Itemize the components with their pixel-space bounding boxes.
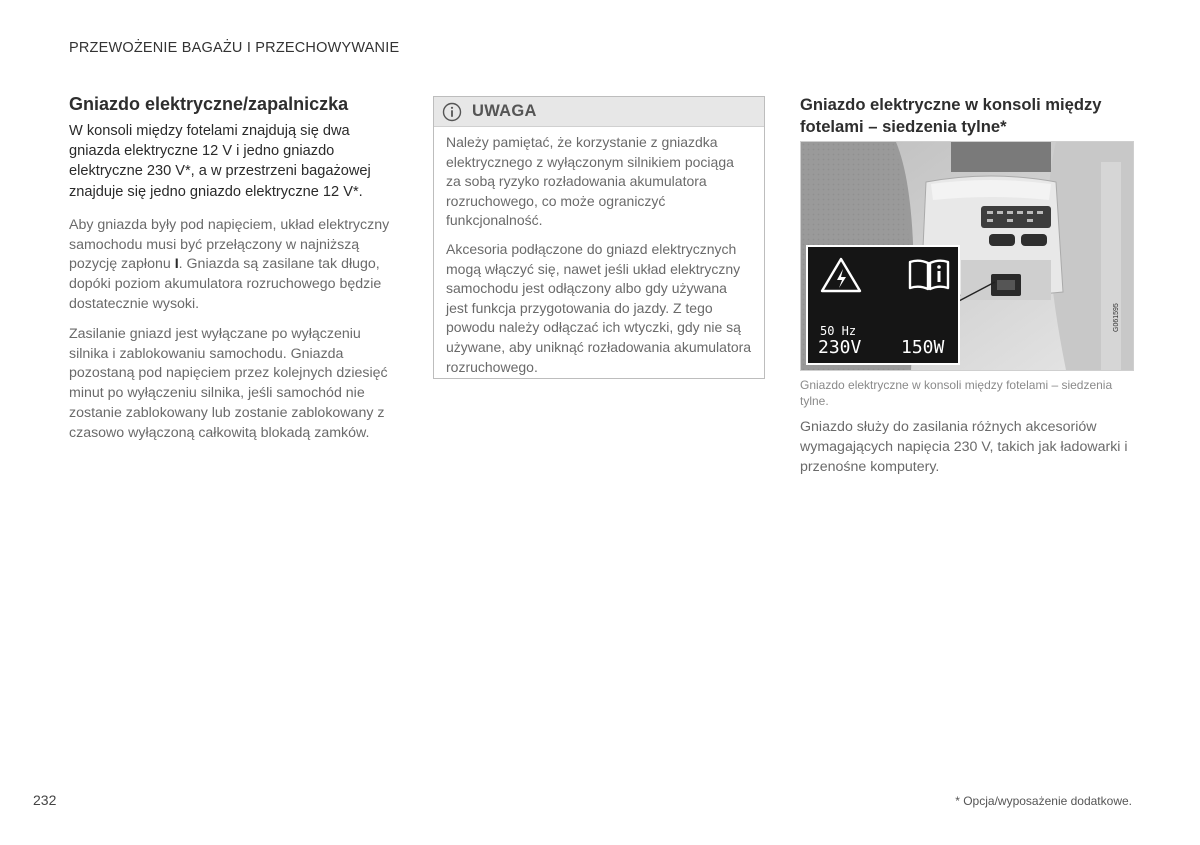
ignition-position: I bbox=[174, 256, 179, 273]
paragraph-ignition-start: Aby gniazda były pod napięciem, układ elektryczny samochodu musi być przełączony w najniższą pozycję zapłonu bbox=[69, 216, 390, 273]
info-circle-icon bbox=[442, 102, 462, 122]
note-box bbox=[433, 96, 765, 379]
section-title: Gniazdo elektryczne/zapalniczka bbox=[69, 94, 349, 114]
footnote: * Opcja/wyposażenie dodatkowe. bbox=[955, 794, 1132, 808]
note-body bbox=[434, 127, 764, 377]
paragraph-ignition-end: . Gniazda są zasilane tak długo, dopóki poziom akumulatora rozruchowego będzie dostatecznie wysoki. bbox=[69, 256, 382, 312]
note-title: UWAGA bbox=[472, 102, 537, 120]
figure-caption: Gniazdo elektryczne w konsoli między fotelami – siedzenia tylne. bbox=[800, 378, 1113, 408]
column-right bbox=[800, 94, 1135, 138]
page-number: 232 bbox=[33, 792, 57, 808]
figure-code: G061595 bbox=[1113, 303, 1120, 332]
socket-usage-paragraph: Gniazdo służy do zasilania różnych akcesoriów wymagających napięcia 230 V, takich jak ładowarki i przenośne komputery. bbox=[800, 419, 1128, 475]
warning-lightning-icon bbox=[819, 256, 863, 294]
paragraph-power-off: Zasilanie gniazd jest wyłączane po wyłączeniu silnika i zablokowaniu samochodu. Gniazda pozostaną pod napięciem przez kolejnych dziesięć minut po wyłączeniu silnika, jeśli samochód nie zostanie zablokowany lub zostanie zablokowany z czasowo wyłączoną całkowitą blokadą zamków. bbox=[69, 325, 388, 441]
lead-paragraph: W konsoli między fotelami znajdują się dwa gniazda elektryczne 12 V i jedno gniazdo elektryczne 230 V*, a w przestrzeni bagażowej znajduje się jedno gniazdo elektryczne 12 V*. bbox=[69, 123, 371, 200]
rear-console-illustration bbox=[800, 141, 1134, 371]
note-header bbox=[434, 97, 764, 127]
note-paragraph-1: Należy pamiętać, że korzystanie z gniazdka elektrycznego z wyłączonym silnikiem pociąga za sobą ryzyko rozładowania akumulatora rozruchowego, co może ograniczyć funkcjonalność. bbox=[446, 134, 734, 229]
note-paragraph-2: Akcesoria podłączone do gniazd elektrycznych mogą włączyć się, nawet jeśli układ elektryczny samochodu jest odłączony albo gdy używana jest funkcja przygotowania do jazdy. Z tego powodu należy odłączać ich wtyczki, gdy nie są używane, aby uniknąć rozładowania akumulatora rozruchowego. bbox=[446, 240, 752, 375]
manual-info-icon bbox=[907, 258, 951, 292]
label-frequency: 50 Hz bbox=[820, 324, 857, 338]
label-voltage: 230V bbox=[818, 337, 862, 358]
column-left bbox=[69, 94, 401, 454]
section-header: PRZEWOŻENIE BAGAŻU I PRZECHOWYWANIE bbox=[69, 40, 400, 56]
label-wattage: 150W bbox=[901, 337, 945, 358]
paragraph-ignition bbox=[69, 216, 401, 315]
subsection-title: Gniazdo elektryczne w konsoli między fotelami – siedzenia tylne* bbox=[800, 95, 1102, 136]
